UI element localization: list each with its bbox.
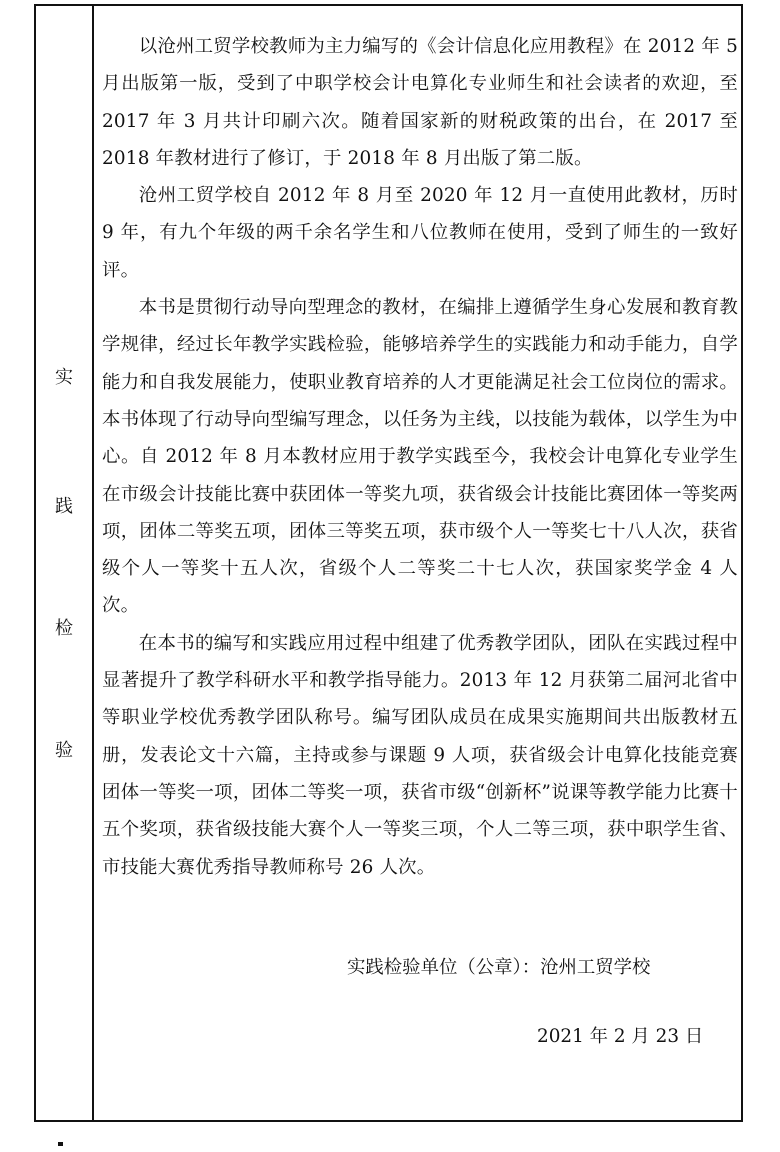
section-label-char: 实: [55, 367, 73, 388]
signature-date: 2021 年 2 月 23 日: [537, 1026, 704, 1047]
paragraph-textbook-history: 以沧州工贸学校教师为主力编写的《会计信息化应用教程》在 2012 年 5 月出版第一版，受到了中职学校会计电算化专业师生和社会读者的欢迎，至 2017 年 3 月共计印刷六次。随着国家新的财税政策的出台，在 2017 至 2018 年教材进行了修订，于 2018 年 8 月出版了第二版。: [102, 36, 738, 169]
practice-verification-table: [34, 4, 743, 1122]
section-label-char: 践: [55, 496, 73, 517]
paragraph-school-usage: 沧州工贸学校自 2012 年 8 月至 2020 年 12 月一直使用此教材，历时 9 年，有九个年级的两千余名学生和八位教师在使用，受到了师生的一致好评。: [102, 185, 738, 281]
page-edge-mark: [58, 1142, 63, 1146]
body-text: [102, 28, 738, 886]
section-label-column: [36, 6, 94, 1120]
section-label-char: 验: [55, 740, 73, 761]
verification-unit-signature: 实践检验单位（公章）：沧州工贸学校: [347, 957, 651, 978]
paragraph-teaching-results: 本书是贯彻行动导向型理念的教材，在编排上遵循学生身心发展和教育教学规律，经过长年教学实践检验，能够培养学生的实践能力和动手能力，自学能力和自我发展能力，使职业教育培养的人才更能满足社会工位岗位的需求。本书体现了行动导向型编写理念，以任务为主线，以技能为载体，以学生为中心。自 2012 年 8 月本教材应用于教学实践至今，我校会计电算化专业学生在市级会计技能比赛中获团体一等奖九项，获省级会计技能比赛团体一等奖两项，团体二等奖五项，团体三等奖五项，获市级个人一等奖七十八人次，获省级个人一等奖十五人次，省级个人二等奖二十七人次，获国家奖学金 4 人次。: [102, 297, 738, 617]
paragraph-teaching-team: 在本书的编写和实践应用过程中组建了优秀教学团队，团队在实践过程中显著提升了教学科研水平和教学指导能力。2013 年 12 月获第二届河北省中等职业学校优秀教学团队称号。编写团队成员在成果实施期间共出版教材五册，发表论文十六篇，主持或参与课题 9 人项，获省级会计电算化技能竞赛团体一等奖一项，团体二等奖一项，获省市级“创新杯”说课等教学能力比赛十五个奖项，获省级技能大赛个人一等奖三项，个人二等三项，获中职学生省、市技能大赛优秀指导教师称号 26 人次。: [102, 632, 738, 878]
section-label-char: 检: [55, 618, 73, 639]
